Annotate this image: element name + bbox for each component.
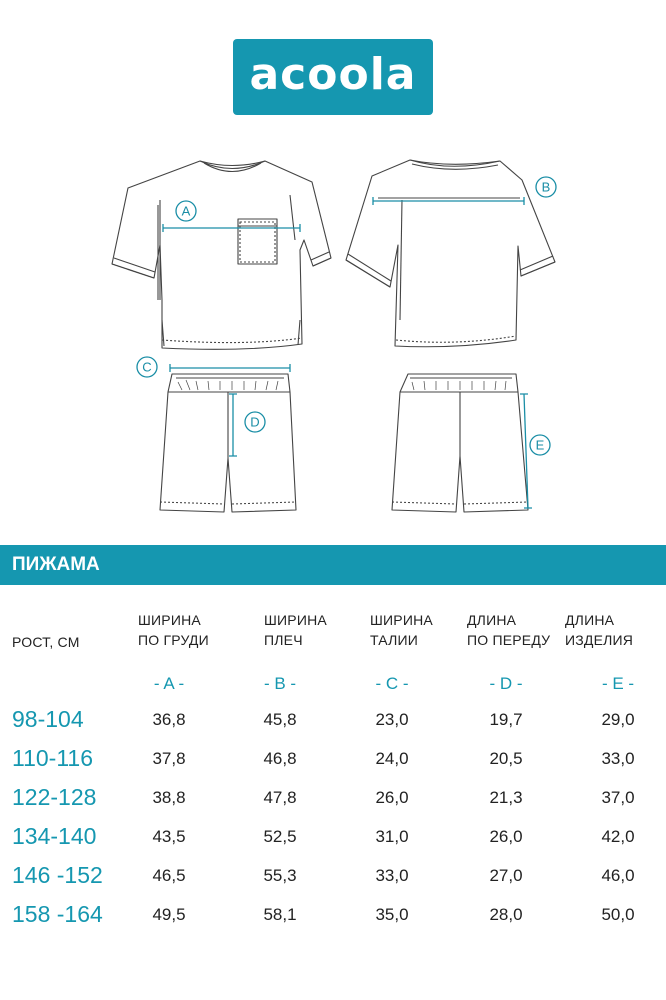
table-row xyxy=(0,862,666,900)
section-title: ПИЖАМА xyxy=(12,554,100,575)
size-label: 158 -164 xyxy=(12,901,103,927)
table-cell: 21,3 xyxy=(489,788,523,807)
table-cell: 29,0 xyxy=(601,710,635,729)
marker-d xyxy=(245,412,265,432)
size-label: 98-104 xyxy=(12,706,84,732)
table-cell: 43,5 xyxy=(152,827,186,846)
table-cell: 20,5 xyxy=(489,749,523,768)
table-cell: 23,0 xyxy=(375,710,409,729)
table-row xyxy=(0,901,666,939)
shorts-back-drawing xyxy=(392,374,528,512)
table-cell: 33,0 xyxy=(375,866,409,885)
column-header-total-length: ДЛИНА ИЗДЕЛИЯ xyxy=(565,612,634,648)
table-row xyxy=(0,823,666,861)
section-banner xyxy=(0,545,666,585)
table-cell: 36,8 xyxy=(152,710,186,729)
shorts-front-drawing xyxy=(160,374,296,512)
table-cell: 46,0 xyxy=(601,866,635,885)
marker-d-label: D xyxy=(250,414,260,430)
table-cell: 26,0 xyxy=(375,788,409,807)
column-header-chest: ШИРИНА ПО ГРУДИ xyxy=(138,612,209,648)
column-letter-b: - B - xyxy=(263,674,297,693)
table-cell: 31,0 xyxy=(375,827,409,846)
table-cell: 37,8 xyxy=(152,749,186,768)
size-label: 134-140 xyxy=(12,823,97,849)
size-label: 122-128 xyxy=(12,784,97,810)
table-cell: 46,5 xyxy=(152,866,186,885)
table-cell: 58,1 xyxy=(263,905,297,924)
marker-b-label: B xyxy=(541,179,551,195)
tshirt-back-drawing xyxy=(346,160,555,347)
marker-c-label: C xyxy=(142,359,152,375)
column-letter-c: - C - xyxy=(375,674,409,693)
size-label: 146 -152 xyxy=(12,862,103,888)
marker-a xyxy=(176,201,196,221)
column-letter-d: - D - xyxy=(489,674,523,693)
table-cell: 33,0 xyxy=(601,749,635,768)
table-cell: 45,8 xyxy=(263,710,297,729)
column-header-shoulder: ШИРИНА ПЛЕЧ xyxy=(264,612,327,648)
marker-e xyxy=(530,435,550,455)
column-header-front-length: ДЛИНА ПО ПЕРЕДУ xyxy=(467,612,551,648)
table-cell: 52,5 xyxy=(263,827,297,846)
table-cell: 46,8 xyxy=(263,749,297,768)
table-cell: 35,0 xyxy=(375,905,409,924)
marker-a-label: A xyxy=(181,203,191,219)
table-cell: 38,8 xyxy=(152,788,186,807)
marker-c xyxy=(137,357,157,377)
column-header-waist: ШИРИНА ТАЛИИ xyxy=(370,612,433,648)
table-row xyxy=(0,745,666,783)
column-letter-e: - E - xyxy=(601,674,635,693)
column-letter-a: - A - xyxy=(153,674,185,693)
size-label: 110-116 xyxy=(12,745,93,771)
table-row xyxy=(0,706,666,744)
table-cell: 55,3 xyxy=(263,866,297,885)
table-cell: 27,0 xyxy=(489,866,523,885)
logo-text: acoola xyxy=(249,49,417,100)
table-cell: 37,0 xyxy=(601,788,635,807)
table-cell: 42,0 xyxy=(601,827,635,846)
table-cell: 49,5 xyxy=(152,905,186,924)
table-cell: 19,7 xyxy=(489,710,523,729)
marker-b xyxy=(536,177,556,197)
tshirt-front-drawing xyxy=(112,161,331,349)
table-cell: 47,8 xyxy=(263,788,297,807)
table-cell: 28,0 xyxy=(489,905,523,924)
garment-diagram xyxy=(0,140,666,520)
table-row xyxy=(0,784,666,822)
table-cell: 24,0 xyxy=(375,749,409,768)
brand-logo xyxy=(233,39,433,115)
marker-e-label: E xyxy=(535,437,545,453)
row-header-label: РОСТ, СМ xyxy=(12,634,80,650)
table-cell: 50,0 xyxy=(601,905,635,924)
table-cell: 26,0 xyxy=(489,827,523,846)
